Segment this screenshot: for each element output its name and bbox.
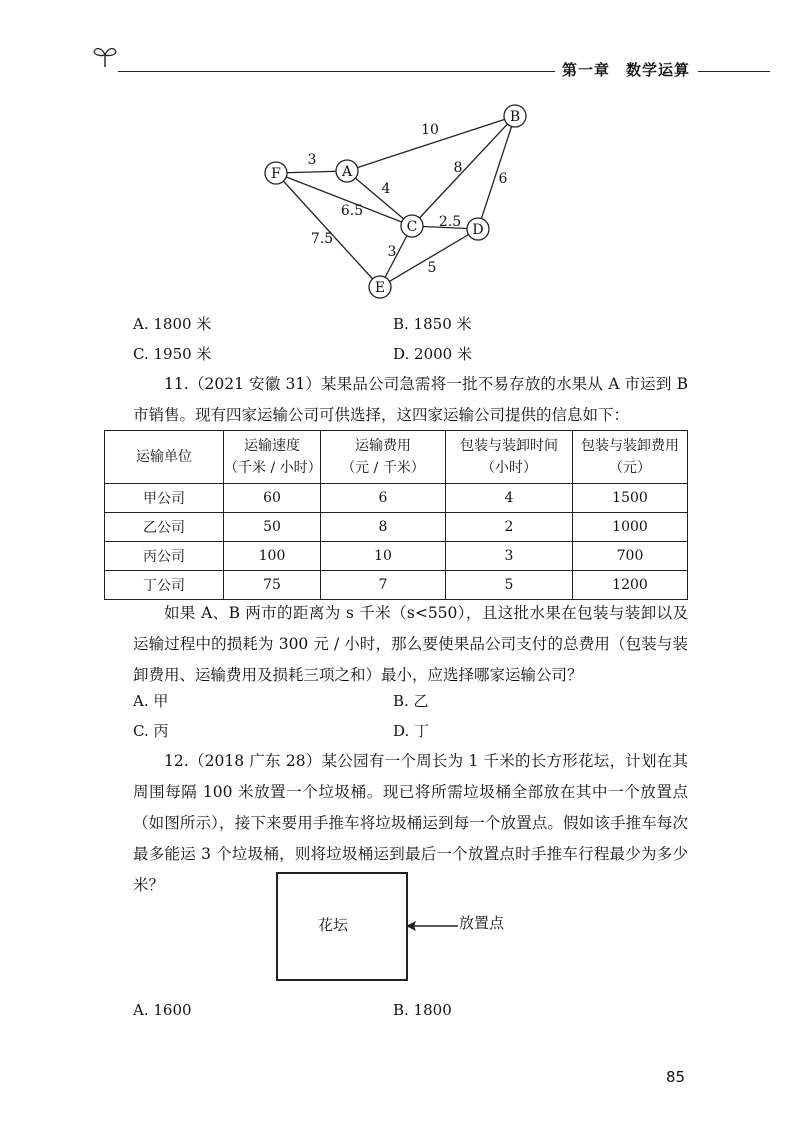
placement-point-label: 放置点 — [459, 914, 505, 932]
q12-stem: 12.（2018 广东 28）某公园有一个周长为 1 千米的长方形花坛，计划在其周围每隔 100 米放置一个垃圾桶。现已将所需垃圾桶全部放在其中一个放置点（如图所示），接下来要用手推车将垃圾桶运到每一个放置点。假如该手推车每次最多能运 3 个垃圾桶，则将垃圾桶运到最后一个放置点时手推车行程最少为多少米？ — [133, 752, 688, 894]
chapter-title: 第一章 数学运算 — [562, 61, 691, 79]
q10-option-b: B. 1850 米 — [393, 315, 472, 333]
q11-option-c: C. 丙 — [133, 722, 169, 740]
edge-weight-label: 2.5 — [438, 214, 462, 230]
graph-node-label: D — [472, 222, 484, 238]
graph-node-label: B — [509, 109, 521, 125]
graph-node-label: A — [341, 164, 353, 180]
edge-weight-label: 5 — [427, 260, 437, 276]
table-header-cell: 运输速度 （千米 / 小时） — [224, 431, 321, 484]
q10-option-c: C. 1950 米 — [133, 345, 212, 363]
table-row: 乙公司 50 8 2 1000 — [105, 513, 688, 542]
table-row: 丁公司 75 7 5 1200 — [105, 571, 688, 600]
arrow-left-icon — [404, 918, 460, 934]
graph-edges — [276, 116, 515, 287]
table-header-row — [105, 431, 688, 484]
edge-weight-label: 6 — [498, 171, 508, 187]
graph-edge-BD — [478, 116, 515, 229]
q11-option-b: B. 乙 — [393, 692, 429, 710]
flowerbed-label: 花坛 — [318, 916, 349, 934]
edge-weight-label: 3 — [307, 152, 317, 168]
q11-option-d: D. 丁 — [393, 722, 430, 740]
edge-weight-label: 8 — [453, 160, 463, 176]
q12-option-a: A. 1600 — [133, 1001, 192, 1019]
route-graph — [0, 0, 800, 310]
q12-option-b: B. 1800 — [393, 1001, 452, 1019]
edge-weight-label: 7.5 — [310, 231, 334, 247]
table-header-cell: 包装与装卸费用 （元） — [573, 431, 688, 484]
table-row: 甲公司 60 6 4 1500 — [105, 484, 688, 513]
graph-node-label: F — [271, 166, 281, 182]
graph-node-label: E — [374, 280, 386, 296]
table-header-cell: 运输单位 — [105, 431, 224, 484]
page-number: 85 — [666, 1068, 686, 1086]
q11-followup: 如果 A、B 两市的距离为 s 千米（s<550），且这批水果在包装与装卸以及运输过程中的损耗为 300 元 / 小时，那么要使果品公司支付的总费用（包装与装卸费用、运输费用及损耗三项之和）最小，应选择哪家运输公司？ — [133, 604, 688, 684]
edge-weight-label: 4 — [381, 181, 391, 197]
q11-option-a: A. 甲 — [133, 692, 169, 710]
graph-node-label: C — [406, 219, 418, 235]
edge-weight-label: 6.5 — [340, 203, 364, 219]
edge-weight-label: 10 — [421, 122, 439, 138]
table-row: 丙公司 100 10 3 700 — [105, 542, 688, 571]
edge-weight-label: 3 — [387, 244, 397, 260]
transport-table — [104, 430, 688, 600]
q10-option-a: A. 1800 米 — [133, 315, 212, 333]
table-header-cell: 运输费用 （元 / 千米） — [321, 431, 446, 484]
q11-stem: 11.（2021 安徽 31）某果品公司急需将一批不易存放的水果从 A 市运到 B 市销售。现有四家运输公司可供选择，这四家运输公司提供的信息如下： — [133, 375, 688, 424]
graph-edge-FE — [276, 173, 380, 287]
q10-option-d: D. 2000 米 — [393, 345, 472, 363]
table-header-cell: 包装与装卸时间 （小时） — [446, 431, 573, 484]
